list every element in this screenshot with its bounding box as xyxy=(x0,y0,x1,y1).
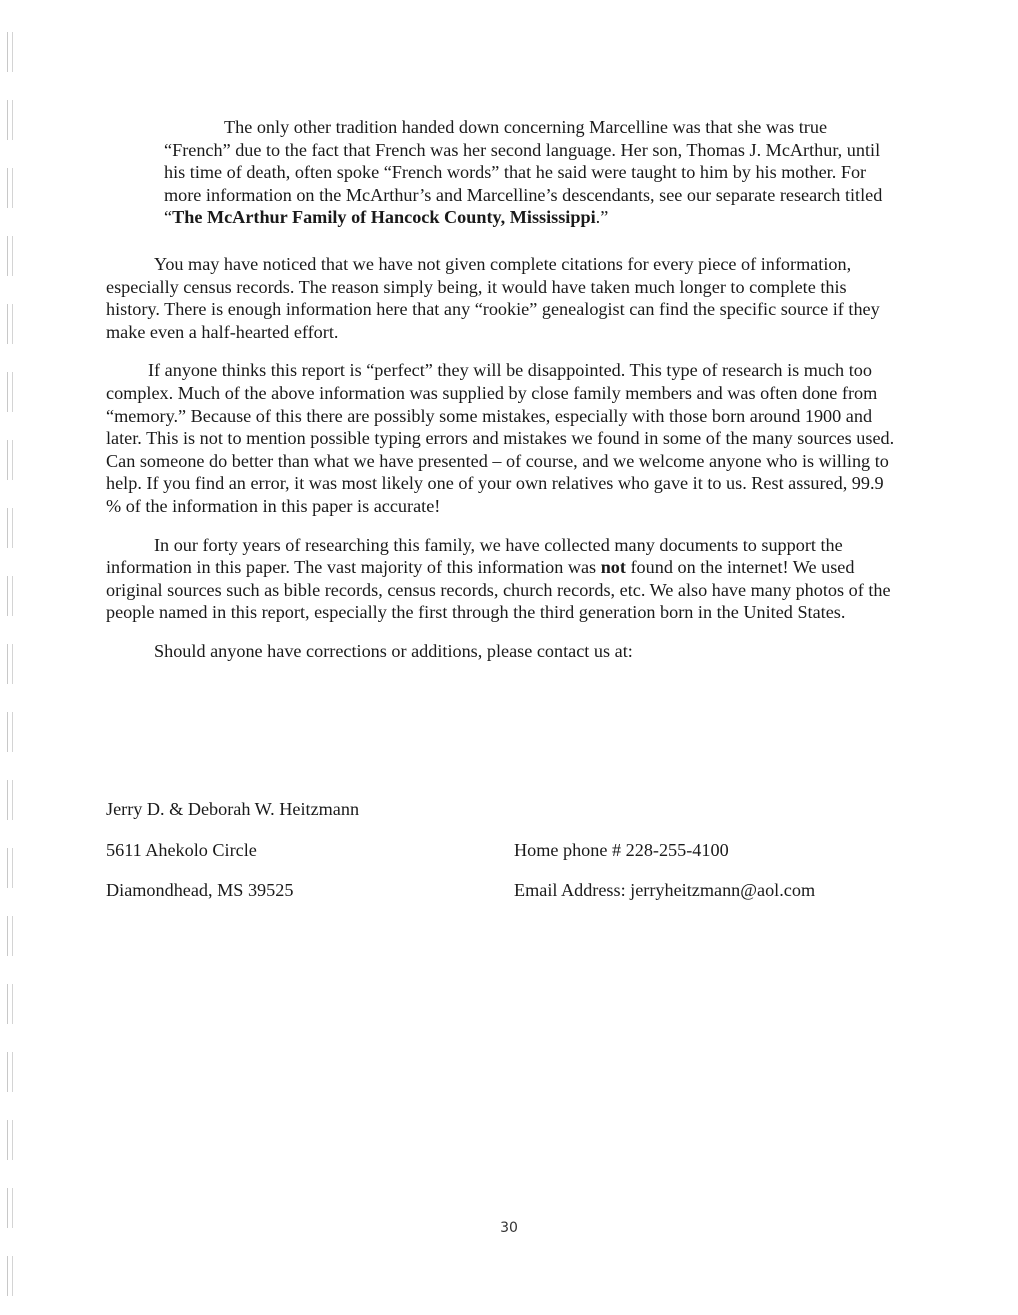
binder-mark xyxy=(7,372,13,412)
binder-mark xyxy=(7,984,13,1024)
paragraph-text: .” xyxy=(595,207,609,228)
binder-mark xyxy=(7,440,13,480)
contact-street: 5611 Ahekolo Circle xyxy=(106,840,257,860)
paragraph-contact-request: Should anyone have corrections or additions, please contact us at: xyxy=(154,640,633,661)
binder-mark xyxy=(7,916,13,956)
contact-names: Jerry D. & Deborah W. Heitzmann xyxy=(106,799,360,819)
contact-city: Diamondhead, MS 39525 xyxy=(106,880,294,900)
binder-mark xyxy=(7,780,13,820)
document-body xyxy=(106,116,896,662)
binder-mark xyxy=(7,576,13,616)
binder-hole-marks xyxy=(0,0,14,1315)
paragraph-citations: You may have noticed that we have not given complete citations for every piece of information, especially census records. The reason simply being, it would have taken much longer to complete this history. There is enough information here that any “rookie” genealogist can find the specific source if they make even a half-hearted effort. xyxy=(106,253,880,342)
binder-mark xyxy=(7,1052,13,1092)
paragraph-disclaimer: If anyone thinks this report is “perfect” they will be disappointed. This type of research is much too complex. Much of the above information was supplied by close family members and was often done from “memory.” Because of this there are possibly some mistakes, especially with those born around 1900 and later. This is not to mention possible typing errors and mistakes we found in some of the many sources used. Can someone do better than what we have presented – of course, and we welcome anyone who is willing to help. If you find an error, it was most likely one of your own relatives who gave it to us. Rest assured, 99.9 % of the information in this paper is accurate! xyxy=(106,360,895,516)
binder-mark xyxy=(7,508,13,548)
binder-mark xyxy=(7,712,13,752)
binder-mark xyxy=(7,168,13,208)
paragraph-text: The only other tradition handed down concerning Marcelline was that she was true “French” due to the fact that French was her second language. Her son, Thomas J. McArthur, until his time of death, often spoke “French words” that he said were taught to him by his mother. For more information on the McArthur’s and Marcelline’s descendants, see our separate research titled “ xyxy=(164,117,883,228)
paragraph-text: In our forty years of researching this family, we have collected many documents to support the information in this paper. The vast majority of this information was xyxy=(106,534,843,578)
emphasis-not: not xyxy=(600,557,626,578)
binder-mark xyxy=(7,304,13,344)
binder-mark xyxy=(7,644,13,684)
binder-mark xyxy=(7,1256,13,1296)
paragraph-text: found on the internet! We used original sources such as bible records, census records, church records, etc. We also have many photos of the people named in this report, especially the first through the third generation born in the United States. xyxy=(106,557,891,623)
binder-mark xyxy=(7,32,13,72)
binder-mark xyxy=(7,1120,13,1160)
binder-mark xyxy=(7,236,13,276)
binder-mark xyxy=(7,100,13,140)
paragraph-research-sources xyxy=(106,534,896,624)
page-number: 30 xyxy=(500,1220,518,1236)
contact-email: Email Address: jerryheitzmann@aol.com xyxy=(514,880,816,900)
binder-mark xyxy=(7,848,13,888)
contact-phone: Home phone # 228-255-4100 xyxy=(514,840,729,860)
research-title: The McArthur Family of Hancock County, Mississippi xyxy=(172,207,596,228)
paragraph-marcelline-tradition xyxy=(106,116,896,229)
